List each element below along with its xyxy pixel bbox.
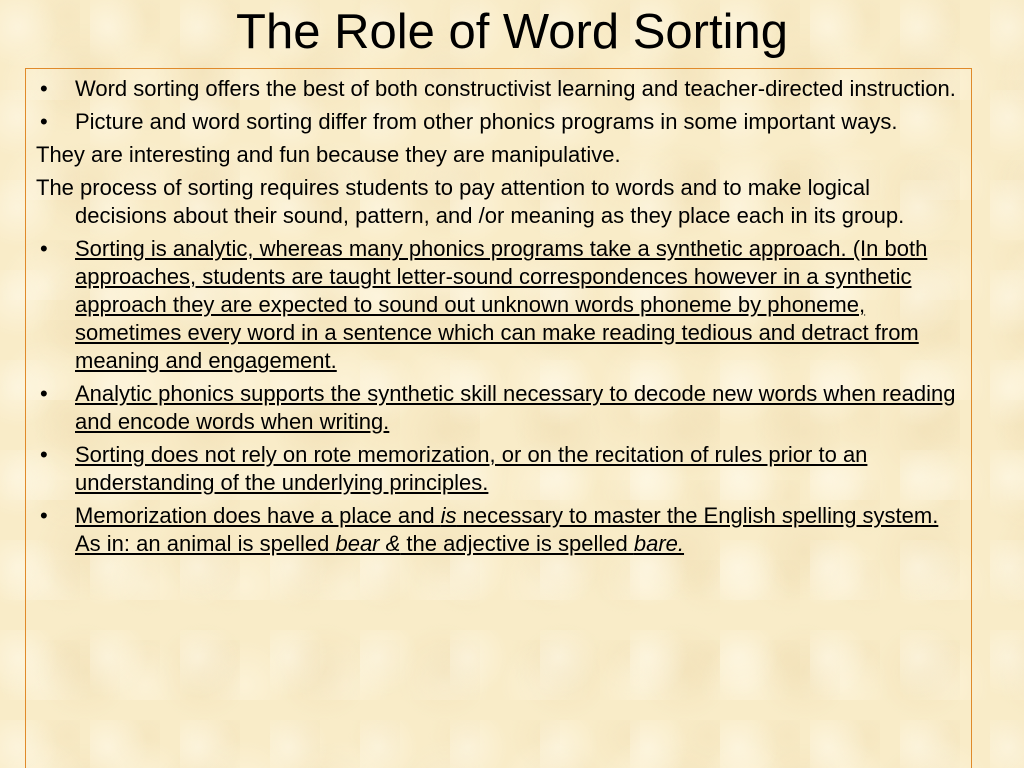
- bullet-item-analytic: • Sorting is analytic, whereas many phonics programs take a synthetic approach. (In both approaches, students are taught letter-sound correspondences however in a synthetic approach they are expected to sound out unknown words phoneme by phoneme, sometimes every word in a sentence which can make reading tedious and detract from meaning and engagement.: [36, 235, 961, 375]
- content-box: [25, 68, 972, 768]
- bullet-item-analytic-phonics: • Analytic phonics supports the synthetic skill necessary to decode new words when reading and encode words when writing.: [36, 380, 961, 436]
- paragraph-process: The process of sorting requires students to pay attention to words and to make logical decisions about their sound, pattern, and /or meaning as they place each in its group.: [36, 175, 905, 228]
- memorization-text-is: is: [440, 503, 457, 528]
- bullet-item-differ: • Picture and word sorting differ from other phonics programs in some important ways.: [36, 108, 961, 136]
- bullet-item-memorization: [36, 502, 961, 558]
- bullet-item-constructivist: • Word sorting offers the best of both constructivist learning and teacher-directed instruction.: [36, 75, 961, 103]
- memorization-text-1: Memorization does have a place and: [75, 503, 441, 528]
- paragraph-interesting: They are interesting and fun because they are manipulative.: [36, 142, 621, 167]
- memorization-text-2: necessary to master the English spelling system. As in: an animal is spelled: [75, 503, 939, 556]
- content-list: [26, 69, 971, 558]
- memorization-text-3: the adjective is spelled: [400, 531, 634, 556]
- bullet-item-rote-memorization: • Sorting does not rely on rote memorization, or on the recitation of rules prior to an understanding of the underlying principles.: [36, 441, 961, 497]
- slide-title: The Role of Word Sorting: [236, 5, 788, 59]
- memorization-text-bare: bare.: [633, 531, 685, 556]
- memorization-text-bear: bear &: [335, 531, 401, 556]
